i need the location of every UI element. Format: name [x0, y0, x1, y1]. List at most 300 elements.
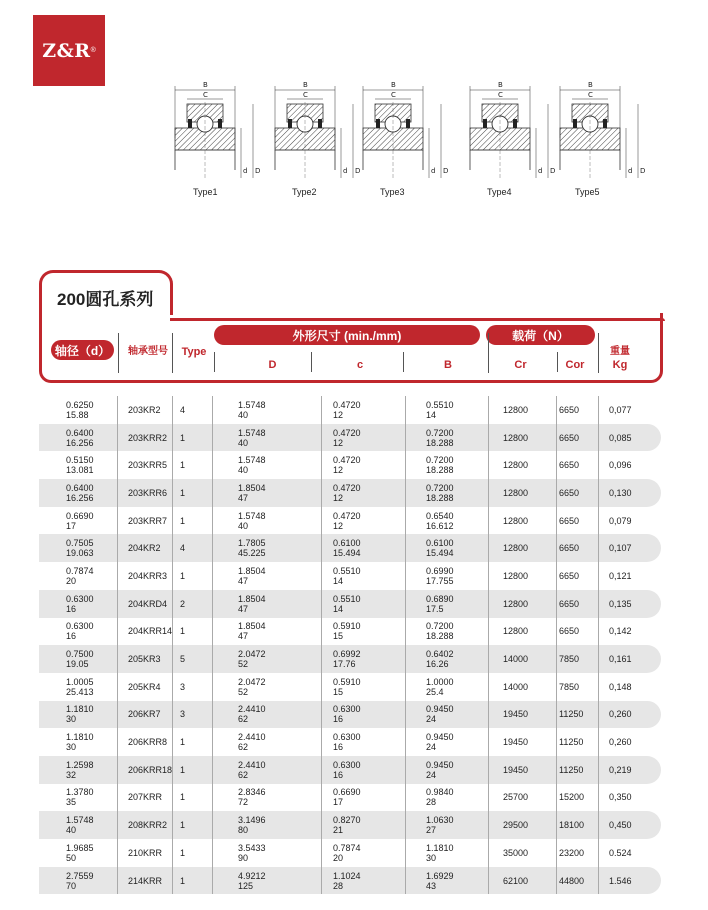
b-width-cell	[426, 400, 454, 420]
row-divider	[598, 756, 599, 784]
dim-C-text: C	[498, 91, 503, 99]
c-width-cell-value: 12	[333, 520, 344, 531]
bore-cell	[66, 400, 94, 420]
model-cell-value: 204KR2	[128, 543, 161, 554]
c-width-cell-value: 0.8270	[333, 815, 361, 826]
model-cell	[128, 516, 167, 526]
type-cell-value: 1	[180, 847, 186, 858]
row-divider	[556, 507, 557, 535]
row-divider	[488, 839, 489, 867]
dynamic-load-cell-value: 12800	[503, 543, 529, 554]
brand-logo	[33, 15, 105, 86]
dynamic-load-cell-value: 12800	[503, 487, 529, 498]
type2-label: Type2	[292, 187, 317, 197]
row-divider	[321, 756, 322, 784]
type-cell-value: 1	[180, 460, 186, 471]
row-divider	[405, 590, 406, 618]
type-cell-value: 5	[180, 654, 186, 665]
b-width-cell	[426, 871, 454, 891]
row-divider	[172, 534, 173, 562]
c-width-cell-value: 16	[333, 769, 344, 780]
registered-mark: ®	[90, 47, 96, 54]
static-load-cell-value: 6650	[559, 543, 580, 554]
c-width-cell-value: 0.6992	[333, 649, 361, 660]
b-width-cell	[426, 511, 454, 531]
static-load-cell-value: 6650	[559, 460, 580, 471]
series-title: 200圆孔系列	[57, 290, 154, 309]
b-width-cell-value: 0.9450	[426, 704, 454, 715]
series-title-tab	[39, 270, 173, 315]
dim-d-text: d	[538, 167, 543, 175]
dynamic-load-cell	[503, 709, 528, 719]
type-cell-value: 2	[180, 598, 186, 609]
c-width-cell	[333, 787, 361, 807]
b-width-cell-value: 18.288	[426, 437, 454, 448]
static-load-cell-value: 6650	[559, 570, 580, 581]
row-divider	[212, 507, 213, 535]
bore-cell-value: 0.7874	[66, 565, 94, 576]
row-divider	[172, 673, 173, 701]
outer-diameter-cell	[238, 455, 266, 475]
row-divider	[598, 562, 599, 590]
model-cell-value: 203KRR2	[128, 432, 168, 443]
outer-diameter-cell-value: 2.4410	[238, 732, 266, 743]
row-divider	[321, 811, 322, 839]
dynamic-load-cell-value: 19450	[503, 737, 529, 748]
outer-diameter-cell-value: 1.5748	[238, 399, 266, 410]
outer-diameter-cell-value: 62	[238, 769, 249, 780]
seal	[318, 119, 322, 128]
row-divider	[405, 479, 406, 507]
load-header: 载荷（N）	[486, 325, 595, 345]
dim-D-text: D	[255, 167, 261, 175]
type-cell	[180, 460, 185, 470]
header-divider	[403, 352, 404, 372]
table-row	[39, 451, 661, 479]
row-divider	[117, 728, 118, 756]
b-width-cell	[426, 428, 454, 448]
seal	[603, 119, 607, 128]
row-divider	[172, 728, 173, 756]
dim-B-text: B	[303, 81, 308, 89]
row-divider	[321, 645, 322, 673]
bore-cell-value: 19.05	[66, 659, 89, 670]
row-divider	[598, 451, 599, 479]
bore-header: 轴径（d）	[51, 340, 114, 360]
row-divider	[556, 784, 557, 812]
row-divider	[488, 784, 489, 812]
c-width-cell	[333, 566, 361, 586]
row-divider	[556, 451, 557, 479]
static-load-cell-value: 11250	[559, 709, 584, 720]
weight-cell	[609, 654, 632, 664]
outer-diameter-cell-value: 47	[238, 631, 249, 642]
row-divider	[598, 396, 599, 424]
seal	[406, 119, 410, 128]
static-load-cell-value: 44800	[559, 875, 585, 886]
type-cell	[180, 433, 185, 443]
type-cell-value: 1	[180, 737, 186, 748]
type-cell	[180, 599, 185, 609]
dynamic-load-cell-value: 12800	[503, 515, 529, 526]
row-divider	[488, 756, 489, 784]
dynamic-load-cell-value: 19450	[503, 764, 529, 775]
row-divider	[212, 839, 213, 867]
b-width-cell-value: 25.4	[426, 686, 444, 697]
row-divider	[321, 451, 322, 479]
outer-diameter-cell	[238, 594, 266, 614]
bore-cell	[66, 760, 94, 780]
static-load-cell	[559, 460, 579, 470]
b-width-cell	[426, 483, 454, 503]
model-cell	[128, 460, 167, 470]
row-divider	[172, 618, 173, 646]
row-divider	[488, 701, 489, 729]
b-width-cell	[426, 621, 454, 641]
b-width-cell	[426, 843, 454, 863]
bore-cell-value: 25.413	[66, 686, 94, 697]
row-divider	[212, 562, 213, 590]
row-divider	[212, 673, 213, 701]
row-divider	[556, 479, 557, 507]
dim-D-text: D	[443, 167, 449, 175]
static-load-cell-value: 6650	[559, 515, 580, 526]
outer-diameter-cell-value: 90	[238, 852, 249, 863]
b-width-cell	[426, 677, 454, 697]
bore-cell-value: 0.6690	[66, 510, 94, 521]
row-divider	[598, 728, 599, 756]
outer-diameter-cell	[238, 760, 266, 780]
dynamic-load-cell	[503, 876, 528, 886]
row-divider	[405, 451, 406, 479]
row-divider	[117, 479, 118, 507]
c-width-cell	[333, 871, 361, 891]
model-cell-value: 206KRR8	[128, 737, 168, 748]
row-divider	[321, 673, 322, 701]
weight-cell-value: 0,096	[609, 460, 632, 471]
c-width-cell-value: 20	[333, 852, 344, 863]
model-cell-value: 210KRR	[128, 847, 163, 858]
bore-cell	[66, 677, 94, 697]
b-width-cell-value: 0.6540	[426, 510, 454, 521]
row-divider	[556, 590, 557, 618]
row-divider	[117, 811, 118, 839]
outer-diameter-cell	[238, 511, 266, 531]
table-row	[39, 728, 661, 756]
dynamic-load-cell	[503, 571, 528, 581]
row-divider	[556, 396, 557, 424]
weight-cell	[609, 405, 632, 415]
row-divider	[405, 534, 406, 562]
row-divider	[556, 645, 557, 673]
static-load-cell	[559, 488, 579, 498]
row-divider	[172, 756, 173, 784]
b-width-cell	[426, 649, 454, 669]
static-load-cell	[559, 571, 579, 581]
row-divider	[212, 534, 213, 562]
header-divider	[598, 333, 599, 373]
type-cell	[180, 654, 185, 664]
type-cell-value: 1	[180, 875, 186, 886]
static-load-cell	[559, 516, 579, 526]
type4-label: Type4	[487, 187, 512, 197]
row-divider	[321, 867, 322, 895]
type-cell-value: 3	[180, 681, 186, 692]
c-width-cell-value: 16	[333, 742, 344, 753]
bore-cell-value: 0.6250	[66, 399, 94, 410]
row-divider	[405, 867, 406, 895]
row-divider	[117, 618, 118, 646]
dynamic-load-cell	[503, 792, 528, 802]
header-divider	[488, 333, 489, 373]
b-width-cell-value: 1.0000	[426, 676, 454, 687]
static-load-cell-value: 6650	[559, 598, 580, 609]
weight-cell	[609, 737, 632, 747]
c-width-cell-value: 15	[333, 686, 344, 697]
bore-cell-value: 0.6400	[66, 482, 94, 493]
c-width-cell-value: 12	[333, 409, 344, 420]
bore-cell	[66, 815, 94, 835]
bore-cell	[66, 843, 94, 863]
type-cell	[180, 820, 185, 830]
seal	[483, 119, 487, 128]
table-row	[39, 756, 661, 784]
row-divider	[172, 784, 173, 812]
weight-cell	[609, 543, 632, 553]
b-width-cell-value: 0.6990	[426, 565, 454, 576]
b-width-cell-value: 24	[426, 742, 437, 753]
c-header: c	[356, 359, 364, 371]
model-cell-value: 204KRD4	[128, 598, 168, 609]
c-width-cell-value: 0.7874	[333, 842, 361, 853]
c-width-cell	[333, 400, 361, 420]
row-divider	[172, 701, 173, 729]
outer-diameter-cell-value: 125	[238, 880, 254, 891]
row-divider	[212, 728, 213, 756]
row-divider	[598, 673, 599, 701]
type-cell-value: 1	[180, 820, 186, 831]
type-cell-value: 1	[180, 626, 186, 637]
outer-diameter-cell	[238, 787, 266, 807]
row-divider	[212, 424, 213, 452]
row-divider	[212, 784, 213, 812]
outer-diameter-cell	[238, 428, 266, 448]
c-width-cell-value: 28	[333, 880, 344, 891]
row-divider	[117, 701, 118, 729]
outer-diameter-cell-value: 40	[238, 465, 249, 476]
c-width-cell-value: 0.6300	[333, 732, 361, 743]
row-divider	[321, 784, 322, 812]
row-divider	[212, 701, 213, 729]
outer-diameter-cell	[238, 621, 266, 641]
row-divider	[556, 618, 557, 646]
table-row	[39, 396, 661, 424]
outer-diameter-cell	[238, 400, 266, 420]
static-load-cell	[559, 433, 579, 443]
bore-cell-value: 1.5748	[66, 815, 94, 826]
b-width-cell-value: 15.494	[426, 548, 454, 559]
outer-diameter-cell-value: 1.5748	[238, 427, 266, 438]
bore-cell-value: 1.3780	[66, 787, 94, 798]
row-divider	[405, 618, 406, 646]
c-width-cell-value: 0.4720	[333, 427, 361, 438]
dynamic-load-cell-value: 12800	[503, 570, 529, 581]
bore-cell-value: 0.5150	[66, 455, 94, 466]
row-divider	[488, 811, 489, 839]
row-divider	[117, 507, 118, 535]
table-row	[39, 424, 661, 452]
type5-label: Type5	[575, 187, 600, 197]
c-width-cell	[333, 428, 361, 448]
bore-cell-value: 2.7559	[66, 870, 94, 881]
row-divider	[598, 867, 599, 895]
outer-diameter-cell-value: 1.8504	[238, 482, 266, 493]
bore-cell-value: 0.6400	[66, 427, 94, 438]
static-load-cell-value: 6650	[559, 432, 580, 443]
outer-diameter-cell-value: 3.1496	[238, 815, 266, 826]
row-divider	[212, 756, 213, 784]
dynamic-load-cell	[503, 765, 528, 775]
type-cell-value: 1	[180, 792, 186, 803]
seal	[218, 119, 222, 128]
model-cell-value: 203KRR6	[128, 487, 168, 498]
row-divider	[405, 756, 406, 784]
type3-label: Type3	[380, 187, 405, 197]
bore-cell-value: 30	[66, 742, 77, 753]
b-width-cell-value: 30	[426, 852, 437, 863]
c-width-cell	[333, 455, 361, 475]
dynamic-load-cell-value: 62100	[503, 875, 529, 886]
header-divider	[214, 352, 215, 372]
row-divider	[321, 562, 322, 590]
table-row	[39, 673, 661, 701]
dim-D-text: D	[355, 167, 361, 175]
type-cell-value: 1	[180, 515, 186, 526]
model-cell-value: 207KRR	[128, 792, 163, 803]
bore-cell-value: 1.0005	[66, 676, 94, 687]
c-width-cell	[333, 511, 361, 531]
type-cell-value: 1	[180, 487, 186, 498]
row-divider	[598, 534, 599, 562]
c-width-cell-value: 0.4720	[333, 399, 361, 410]
dynamic-load-cell-value: 12800	[503, 626, 529, 637]
outer-diameter-cell-value: 62	[238, 714, 249, 725]
type-cell-value: 4	[180, 404, 186, 415]
type-cell	[180, 488, 185, 498]
row-divider	[488, 424, 489, 452]
weight-cell-value: 0,135	[609, 598, 632, 609]
b-width-cell	[426, 787, 454, 807]
c-width-cell-value: 12	[333, 465, 344, 476]
weight-cell	[609, 792, 632, 802]
static-load-cell-value: 11250	[559, 737, 584, 748]
b-width-cell	[426, 455, 454, 475]
dim-d-text: d	[343, 167, 348, 175]
row-divider	[117, 839, 118, 867]
weight-cell-value: 0,260	[609, 737, 632, 748]
b-width-cell-value: 0.5510	[426, 399, 454, 410]
b-width-cell-value: 27	[426, 825, 437, 836]
table-row	[39, 562, 661, 590]
row-divider	[405, 507, 406, 535]
weight-cell	[609, 571, 632, 581]
b-width-cell-value: 1.0630	[426, 815, 454, 826]
static-load-cell	[559, 737, 583, 747]
model-cell	[128, 709, 161, 719]
b-width-cell-value: 43	[426, 880, 437, 891]
model-cell	[128, 848, 162, 858]
c-width-cell-value: 0.6690	[333, 787, 361, 798]
model-cell-value: 206KRR18	[128, 764, 173, 775]
row-divider	[321, 507, 322, 535]
type-cell	[180, 682, 185, 692]
dynamic-load-cell	[503, 488, 528, 498]
row-divider	[172, 562, 173, 590]
seal	[573, 119, 577, 128]
outer-diameter-cell-value: 72	[238, 797, 249, 808]
bearing-type-diagrams	[170, 78, 646, 208]
row-divider	[321, 839, 322, 867]
c-width-cell	[333, 732, 361, 752]
bore-cell-value: 30	[66, 714, 77, 725]
row-divider	[117, 396, 118, 424]
D-header: D	[268, 359, 277, 371]
dim-C-text: C	[203, 91, 208, 99]
row-divider	[172, 424, 173, 452]
weight-cell	[609, 460, 632, 470]
weight-cell-value: 1.546	[609, 875, 632, 886]
b-width-cell-value: 0.7200	[426, 427, 454, 438]
b-width-cell	[426, 704, 454, 724]
dim-d-text: d	[243, 167, 248, 175]
bore-cell	[66, 455, 94, 475]
c-width-cell-value: 0.4720	[333, 455, 361, 466]
table-row	[39, 534, 661, 562]
dynamic-load-cell	[503, 516, 528, 526]
weight-cell	[609, 682, 632, 692]
row-divider	[598, 645, 599, 673]
bore-cell	[66, 732, 94, 752]
c-width-cell-value: 12	[333, 437, 344, 448]
weight-cell	[609, 433, 632, 443]
dim-B-text: B	[203, 81, 208, 89]
b-width-cell-value: 16.26	[426, 659, 449, 670]
c-width-cell-value: 17.76	[333, 659, 356, 670]
dynamic-load-cell	[503, 433, 528, 443]
row-divider	[212, 451, 213, 479]
b-width-cell-value: 0.7200	[426, 455, 454, 466]
table-row	[39, 867, 661, 895]
bore-cell	[66, 621, 94, 641]
row-divider	[556, 424, 557, 452]
row-divider	[405, 811, 406, 839]
row-divider	[321, 534, 322, 562]
outer-diameter-cell-value: 1.5748	[238, 455, 266, 466]
weight-header-unit: Kg	[612, 359, 628, 371]
row-divider	[488, 645, 489, 673]
bore-cell	[66, 483, 94, 503]
row-divider	[321, 479, 322, 507]
b-width-cell-value: 24	[426, 769, 437, 780]
c-width-cell-value: 14	[333, 575, 344, 586]
c-width-cell-value: 1.1024	[333, 870, 361, 881]
model-cell	[128, 820, 167, 830]
bore-cell-value: 0.6300	[66, 593, 94, 604]
row-divider	[172, 396, 173, 424]
table-row	[39, 479, 661, 507]
dim-B-text: B	[391, 81, 396, 89]
c-width-cell-value: 0.6100	[333, 538, 361, 549]
